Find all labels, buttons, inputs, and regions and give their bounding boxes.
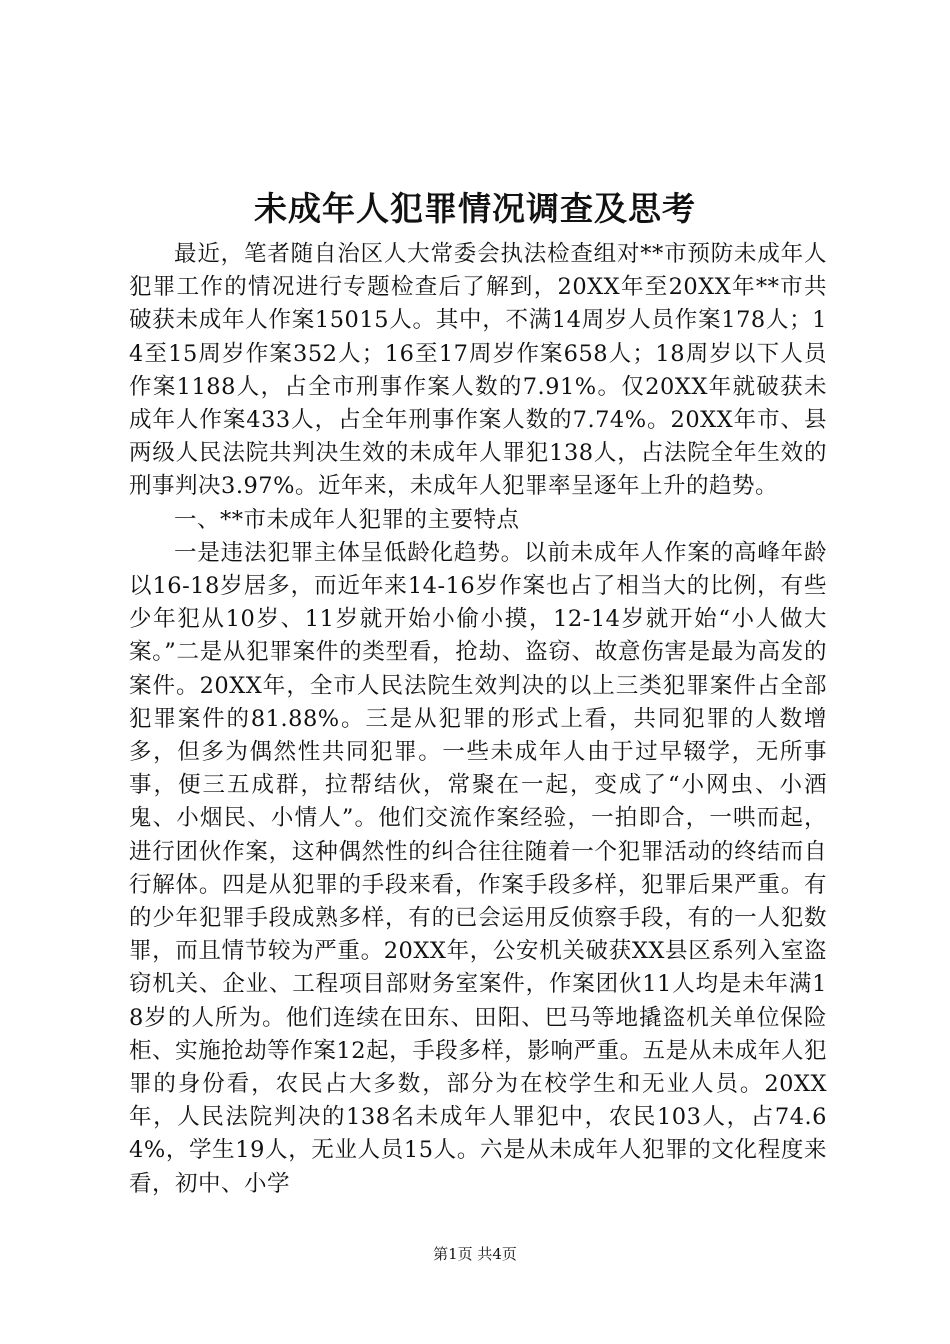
section-heading: 一、**市未成年人犯罪的主要特点 (174, 506, 520, 533)
page-footer: 第1页 共4页 (433, 1245, 517, 1263)
section-paragraph: 一是违法犯罪主体呈低龄化趋势。以前未成年人作案的高峰年龄以16-18岁居多，而近年来14-16岁作案也占了相当大的比例，有些少年犯从10岁、11岁就开始小偷小摸，12-14岁就开始“小人做大案。”二是从犯罪案件的类型看，抢劫、盗窃、故意伤害是最为高发的案件。20XX年，全市人民法院生效判决的以上三类犯罪案件占全部犯罪案件的81.88%。三是从犯罪的形式上看，共同犯罪的人数增多，但多为偶然性共同犯罪。一些未成年人由于过早辍学，无所事事，便三五成群，拉帮结伙，常聚在一起，变成了“小网虫、小酒鬼、小烟民、小情人”。他们交流作案经验，一拍即合，一哄而起，进行团伙作案，这种偶然性的纠合往往随着一个犯罪活动的终结而自行解体。四是从犯罪的手段来看，作案手段多样，犯罪后果严重。有的少年犯罪手段成熟多样，有的已会运用反侦察手段，有的一人犯数罪，而且情节较为严重。20XX年，公安机关破获XX县区系列入室盗窃机关、企业、工程项目部财务室案件，作案团伙11人均是未年满18岁的人所为。他们连续在田东、田阳、巴马等地撬盗机关单位保险柜、实施抢劫等作案12起，手段多样，影响严重。五是从未成年人犯罪的身份看，农民占大多数，部分为在校学生和无业人员。20XX年，人民法院判决的138名未成年人罪犯中，农民103人，占74.64%，学生19人，无业人员15人。六是从未成年人犯罪的文化程度来看，初中、小学 (129, 539, 827, 1197)
intro-paragraph: 最近，笔者随自治区人大常委会执法检查组对**市预防未成年人犯罪工作的情况进行专题检查后了解到，20XX年至20XX年**市共破获未成年人作案15015人。其中，不满14周岁人员作案178人；14至15周岁作案352人；16至17周岁作案658人；18周岁以下人员作案1188人，占全市刑事作案人数的7.91%。仅20XX年就破获未成年人作案433人，占全年刑事作案人数的7.74%。20XX年市、县两级人民法院共判决生效的未成年人罪犯138人，占法院全年生效的刑事判决3.97%。近年来，未成年人犯罪率呈逐年上升的趋势。 (129, 241, 827, 500)
document-body (129, 238, 827, 1201)
document-title: 未成年人犯罪情况调查及思考 (254, 189, 696, 228)
